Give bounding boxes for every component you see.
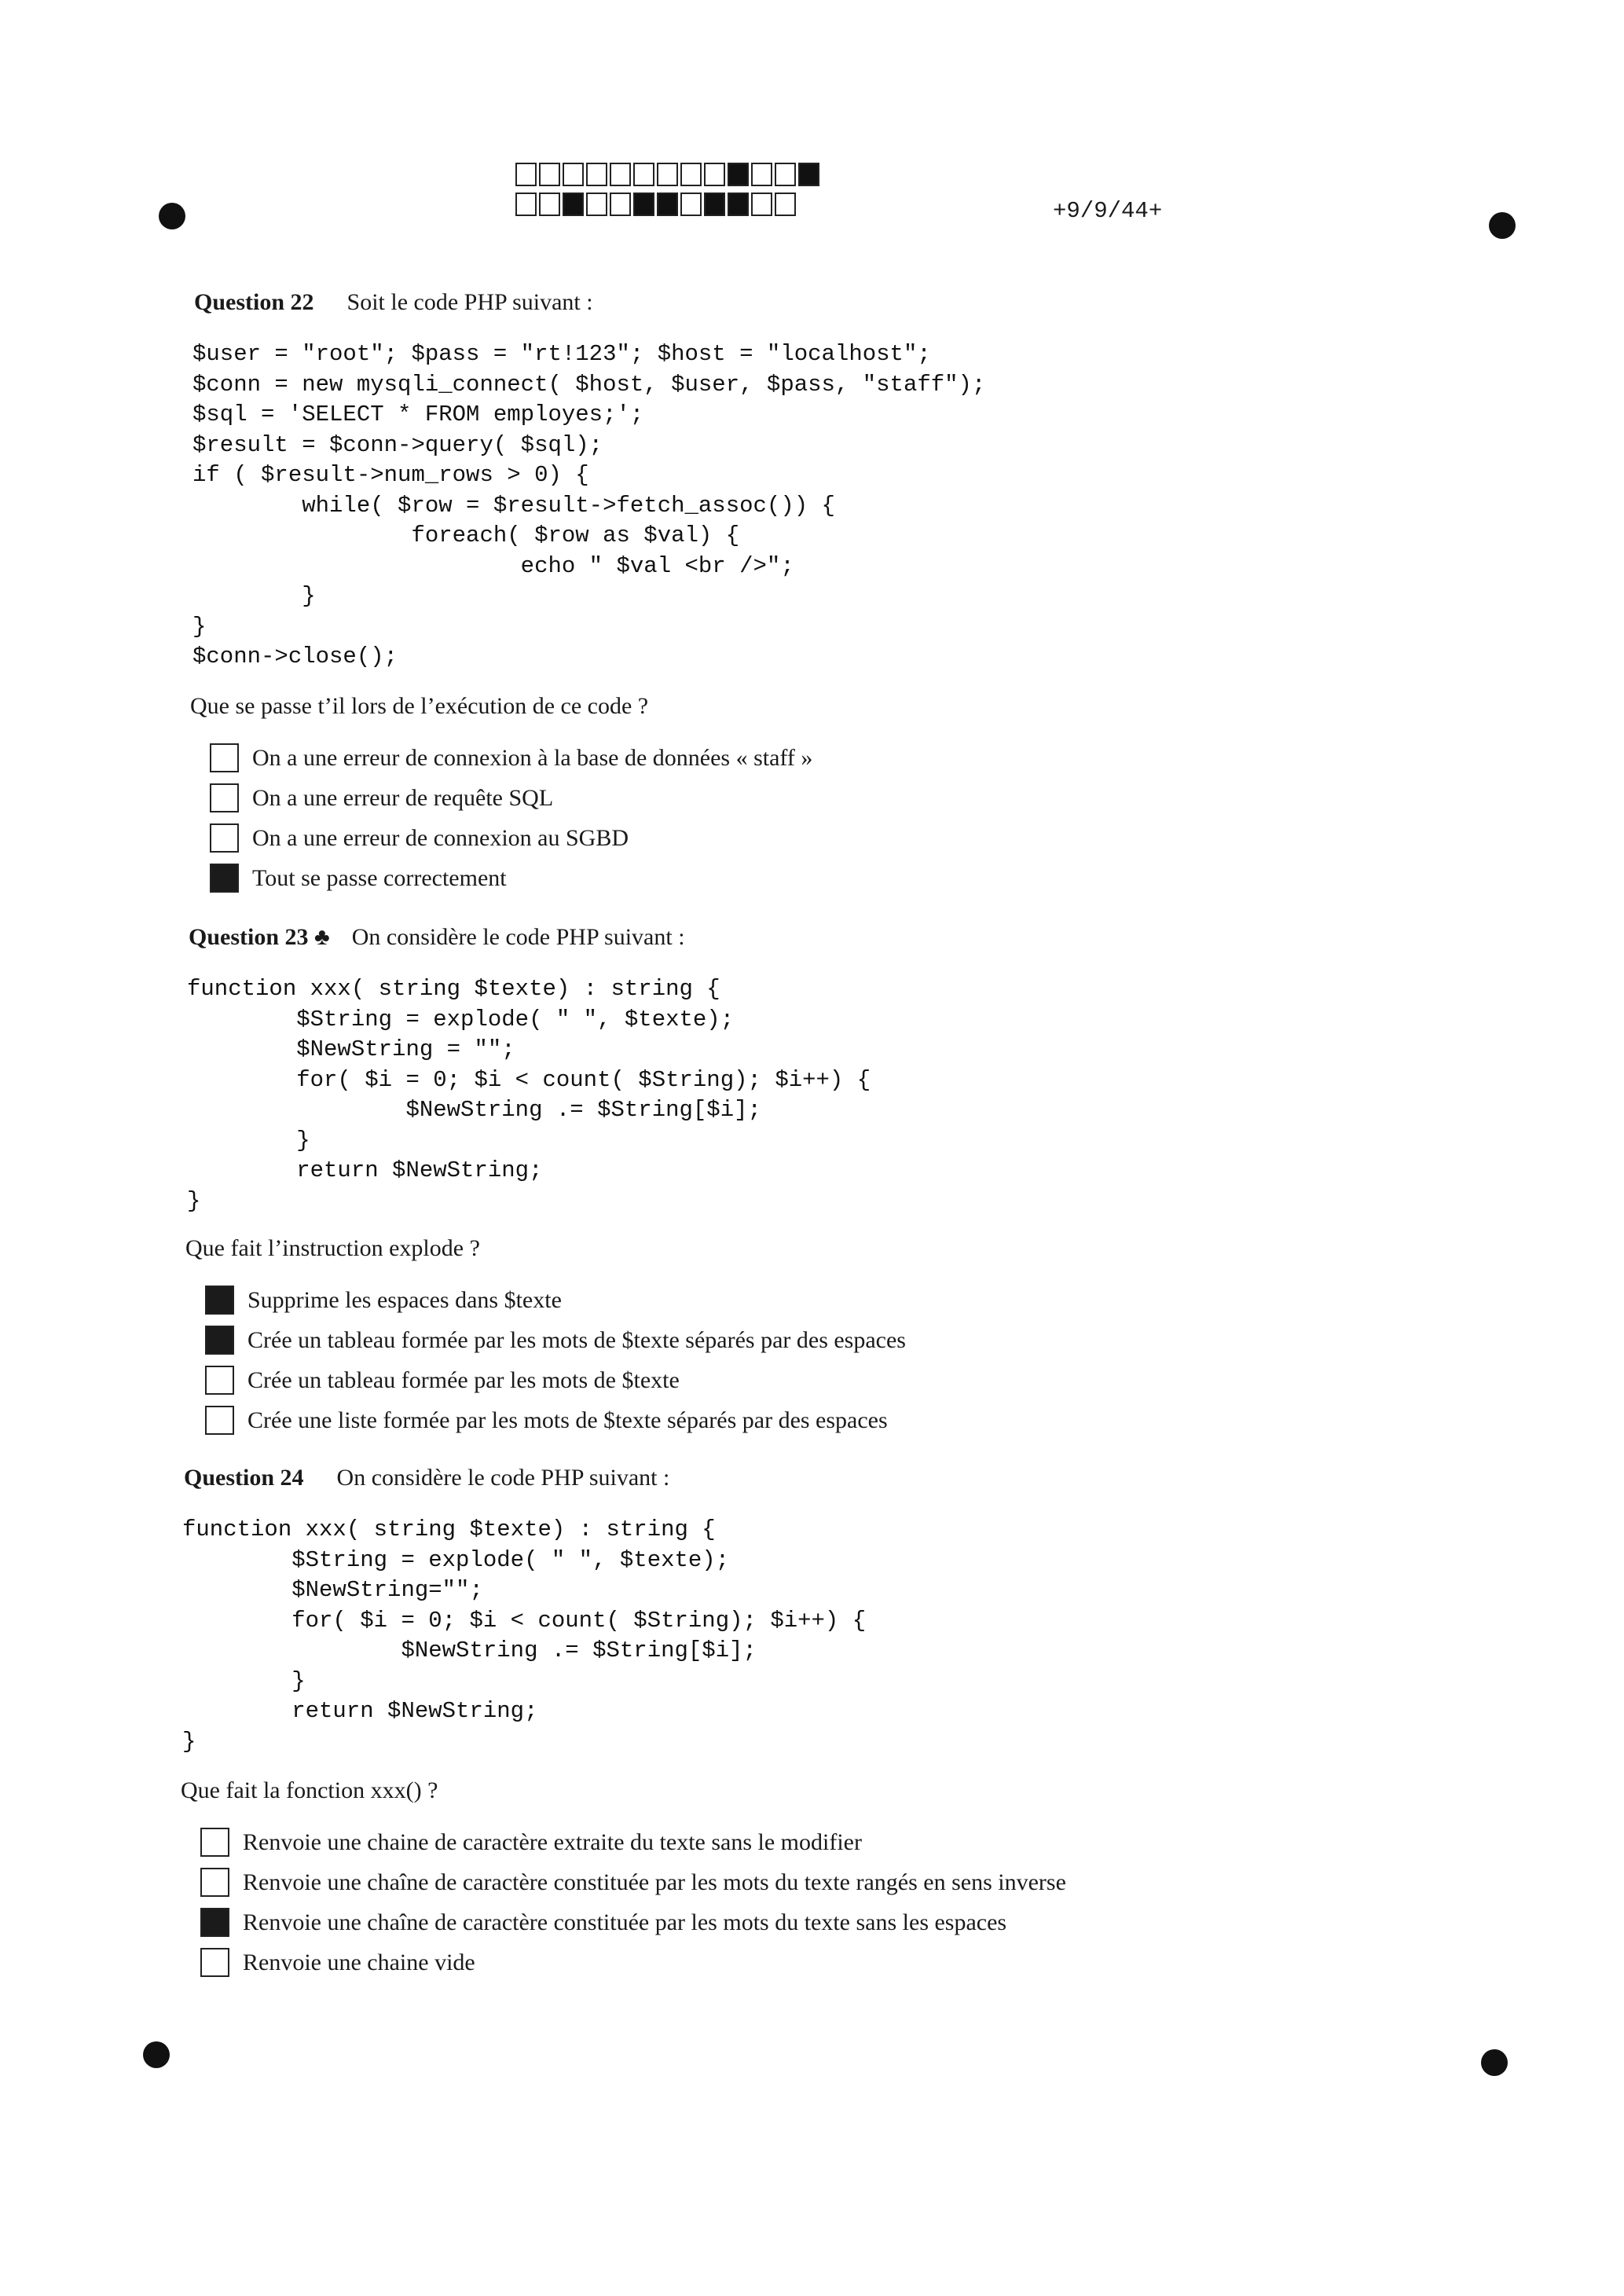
barcode-cell	[563, 163, 584, 186]
answer-option[interactable]	[205, 1360, 906, 1400]
answer-option[interactable]	[200, 1862, 1066, 1902]
question-22-header	[194, 289, 593, 316]
barcode-cell	[586, 193, 607, 216]
barcode-cell	[680, 193, 702, 216]
answer-checkbox[interactable]	[210, 864, 239, 893]
answer-option[interactable]	[210, 738, 812, 778]
code-line: }	[182, 1667, 306, 1694]
code-block-q24	[182, 1515, 866, 1757]
barcode-cell	[515, 193, 537, 216]
question-24-header	[184, 1465, 669, 1491]
code-line: $String = explode( " ", $texte);	[182, 1546, 730, 1573]
code-line: if ( $result->num_rows > 0) {	[192, 462, 589, 488]
answer-checkbox[interactable]	[205, 1366, 234, 1395]
answer-option[interactable]	[200, 1902, 1066, 1942]
code-block-q22	[192, 339, 985, 673]
answer-checkbox[interactable]	[210, 743, 239, 772]
code-line: $sql = 'SELECT * FROM employes;';	[192, 402, 644, 427]
answer-text: Renvoie une chaîne de caractère constituée par les mots du texte rangés en sens inverse	[243, 1869, 1066, 1895]
code-line: return $NewString;	[182, 1698, 538, 1724]
barcode-cell	[775, 193, 796, 216]
code-line: $NewString .= $String[$i];	[187, 1097, 761, 1123]
code-line: $conn = new mysqli_connect( $host, $user, $pass, "staff");	[192, 371, 986, 398]
answer-option[interactable]	[210, 818, 812, 858]
code-line: }	[192, 583, 316, 609]
code-line: }	[187, 1127, 310, 1154]
answer-option[interactable]	[200, 1942, 1066, 1982]
code-line: while( $row = $result->fetch_assoc()) {	[192, 492, 835, 519]
answer-text: Crée un tableau formée par les mots de $texte séparés par des espaces	[247, 1326, 906, 1353]
registration-mark-top-right	[1489, 212, 1516, 239]
barcode-cell	[775, 163, 796, 186]
answer-checkbox[interactable]	[205, 1286, 234, 1315]
code-block-q23	[187, 974, 871, 1216]
answer-checkbox[interactable]	[205, 1326, 234, 1355]
barcode-cell	[704, 193, 725, 216]
answer-checkbox[interactable]	[200, 1828, 229, 1857]
answer-text: Crée une liste formée par les mots de $texte séparés par des espaces	[247, 1407, 888, 1433]
question-intro: On considère le code PHP suivant :	[336, 1465, 670, 1491]
code-line: echo " $val <br />";	[192, 552, 794, 579]
barcode-cell	[539, 163, 560, 186]
registration-mark-bottom-left	[143, 2041, 170, 2068]
question-number: Question 23	[189, 924, 309, 950]
question-intro: Soit le code PHP suivant :	[346, 289, 593, 315]
code-line: for( $i = 0; $i < count( $String); $i++) {	[182, 1607, 867, 1634]
answer-checkbox[interactable]	[205, 1406, 234, 1435]
barcode-cell	[633, 163, 654, 186]
question-prompt: Que se passe t’il lors de l’exécution de ce code ?	[190, 693, 649, 719]
barcode-cell	[728, 163, 749, 186]
barcode-cell	[657, 193, 678, 216]
code-line: $user = "root"; $pass = "rt!123"; $host = "localhost";	[192, 341, 931, 367]
answer-checkbox[interactable]	[200, 1868, 229, 1897]
code-line: return $NewString;	[187, 1157, 543, 1183]
answer-list-q23	[205, 1280, 906, 1440]
answer-text: Renvoie une chaine vide	[243, 1949, 475, 1975]
barcode-cell	[657, 163, 678, 186]
code-line: }	[192, 613, 207, 640]
barcode-cell	[586, 163, 607, 186]
barcode-cell	[798, 163, 819, 186]
answer-option[interactable]	[210, 778, 812, 818]
barcode-bottom-row	[515, 193, 798, 216]
answer-text: Crée un tableau formée par les mots de $texte	[247, 1366, 680, 1393]
code-line: $NewString .= $String[$i];	[182, 1638, 757, 1663]
code-line: $conn->close();	[192, 644, 398, 669]
answer-checkbox[interactable]	[210, 823, 239, 853]
answer-option[interactable]	[210, 858, 812, 898]
answer-text: Renvoie une chaîne de caractère constituée par les mots du texte sans les espaces	[243, 1909, 1007, 1935]
answer-text: Tout se passe correctement	[252, 864, 507, 891]
registration-mark-top-left	[159, 203, 185, 229]
question-number: Question 22	[194, 289, 314, 315]
code-line: $NewString="";	[182, 1577, 483, 1603]
barcode-cell	[704, 163, 725, 186]
question-23-header	[189, 924, 685, 951]
answer-checkbox[interactable]	[200, 1908, 229, 1937]
question-number: Question 24	[184, 1465, 304, 1491]
answer-option[interactable]	[205, 1320, 906, 1360]
answer-text: Renvoie une chaine de caractère extraite du texte sans le modifier	[243, 1828, 862, 1855]
answer-option[interactable]	[200, 1822, 1066, 1862]
barcode-cell	[610, 163, 631, 186]
answer-text: Supprime les espaces dans $texte	[247, 1286, 562, 1313]
code-line: function xxx( string $texte) : string {	[187, 976, 720, 1002]
answer-list-q24	[200, 1822, 1066, 1982]
code-line: $String = explode( " ", $texte);	[187, 1006, 735, 1032]
multiple-answers-club-icon: ♣	[314, 924, 330, 950]
code-line: foreach( $row as $val) {	[192, 523, 740, 548]
barcode-cell	[539, 193, 560, 216]
question-prompt: Que fait l’instruction explode ?	[185, 1235, 480, 1261]
barcode-cell	[610, 193, 631, 216]
code-line: $NewString = "";	[187, 1036, 515, 1062]
answer-text: On a une erreur de requête SQL	[252, 784, 554, 811]
barcode-top-row	[515, 163, 822, 186]
code-line: for( $i = 0; $i < count( $String); $i++) {	[187, 1066, 871, 1093]
barcode-cell	[680, 163, 702, 186]
page-id: +9/9/44+	[1053, 198, 1163, 224]
answer-text: On a une erreur de connexion à la base de données « staff »	[252, 744, 813, 771]
answer-option[interactable]	[205, 1280, 906, 1320]
barcode-cell	[751, 163, 772, 186]
barcode-cell	[751, 193, 772, 216]
question-prompt: Que fait la fonction xxx() ?	[181, 1777, 438, 1803]
barcode-cell	[515, 163, 537, 186]
question-intro: On considère le code PHP suivant :	[351, 924, 685, 950]
code-line: }	[187, 1187, 201, 1214]
answer-checkbox[interactable]	[200, 1948, 229, 1977]
answer-option[interactable]	[205, 1400, 906, 1440]
code-line: }	[182, 1728, 196, 1755]
answer-checkbox[interactable]	[210, 783, 239, 812]
barcode-cell	[563, 193, 584, 216]
answer-text: On a une erreur de connexion au SGBD	[252, 824, 629, 851]
code-line: $result = $conn->query( $sql);	[192, 431, 603, 458]
code-line: function xxx( string $texte) : string {	[182, 1517, 716, 1542]
barcode-cell	[728, 193, 749, 216]
registration-mark-bottom-right	[1481, 2049, 1508, 2076]
barcode-cell	[633, 193, 654, 216]
answer-list-q22	[210, 738, 812, 898]
